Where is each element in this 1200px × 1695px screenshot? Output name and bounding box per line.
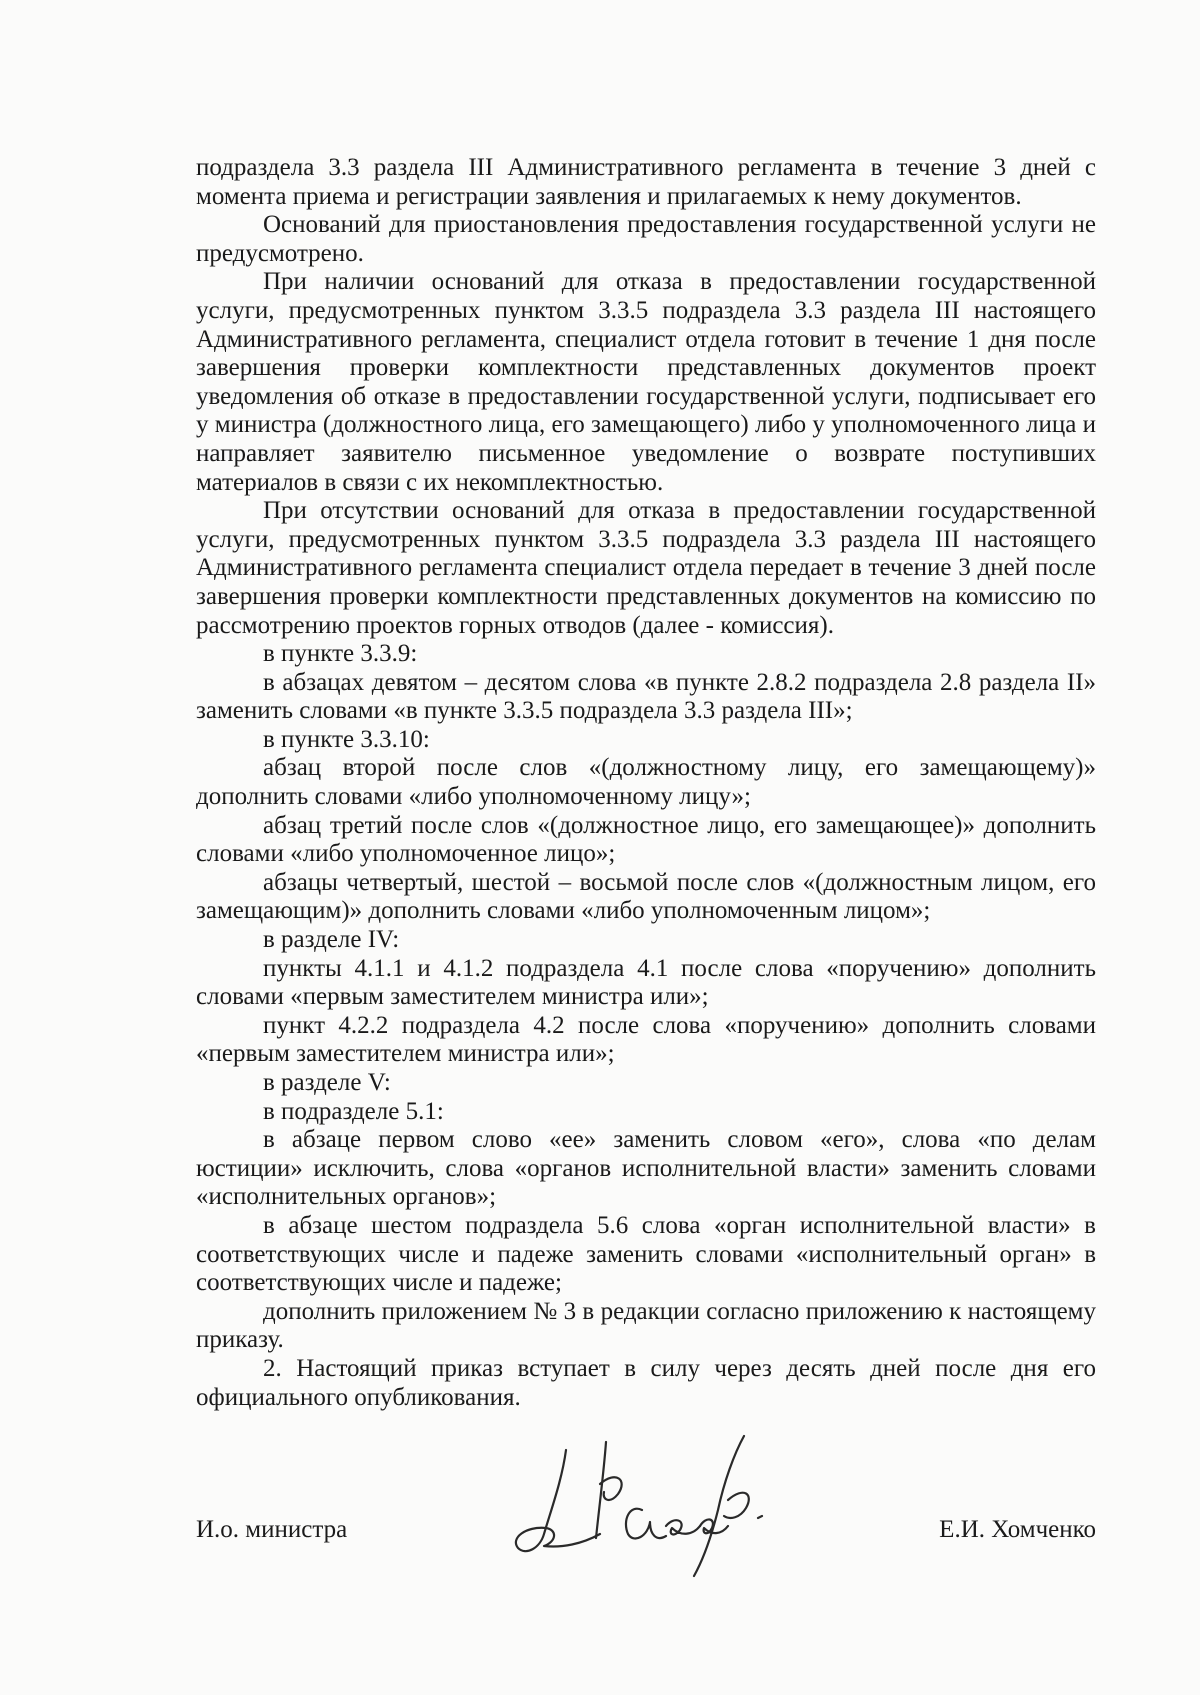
- paragraph: абзац второй после слов «(должностному лицу, его замещающему)» дополнить словами «либо уполномоченному лицу»;: [196, 754, 1096, 811]
- paragraph: в разделе IV:: [263, 926, 400, 954]
- paragraph: При отсутствии оснований для отказа в предоставлении государственной услуги, предусмотренных пунктом 3.3.5 подраздела 3.3 раздела III настоящего Административного регламента специалист отдела передает в течение 3 дней после завершения проверки комплектности представленных документов на комиссию по рассмотрению проектов горных отводов (далее - комиссия).: [196, 497, 1096, 639]
- paragraph: При наличии оснований для отказа в предоставлении государственной услуги, предусмотренных пунктом 3.3.5 подраздела 3.3 раздела III настоящего Административного регламента, специалист отдела готовит в течение 1 дня после завершения проверки комплектности представленных документов проект уведомления об отказе в предоставлении государственной услуги, подписывает его у министра (должностного лица, его замещающего) либо у уполномоченного лица и направляет заявителю письменное уведомление о возврате поступивших материалов в связи с их некомплектностью.: [196, 268, 1096, 496]
- document-body: [196, 154, 1096, 1412]
- paragraph: абзацы четвертый, шестой – восьмой после слов «(должностным лицом, его замещающим)» дополнить словами «либо уполномоченным лицом»;: [196, 868, 1096, 925]
- paragraph: Оснований для приостановления предоставления государственной услуги не предусмотрено.: [196, 211, 1096, 267]
- paragraph: пункт 4.2.2 подраздела 4.2 после слова «поручению» дополнить словами «первым заместителем министра или»;: [196, 1011, 1096, 1068]
- paragraph: дополнить приложением № 3 в редакции согласно приложению к настоящему приказу.: [196, 1297, 1096, 1354]
- paragraph: абзац третий после слов «(должностное лицо, его замещающее)» дополнить словами «либо уполномоченное лицо»;: [196, 811, 1096, 868]
- paragraph: в пункте 3.3.10:: [263, 725, 430, 753]
- paragraph: в пункте 3.3.9:: [263, 640, 418, 668]
- paragraph: в абзаце шестом подраздела 5.6 слова «орган исполнительной власти» в соответствующих числе и падеже заменить словами «исполнительный орган» в соответствующих числе и падеже;: [196, 1211, 1096, 1297]
- paragraph: пункты 4.1.1 и 4.1.2 подраздела 4.1 после слова «поручению» дополнить словами «первым заместителем министра или»;: [196, 954, 1096, 1011]
- paragraph: в абзаце первом слово «ее» заменить словом «его», слова «по делам юстиции» исключить, слова «органов исполнительной власти» заменить словами «исполнительных органов»;: [196, 1126, 1096, 1211]
- paragraph: подраздела 3.3 раздела III Административного регламента в течение 3 дней с момента приема и регистрации заявления и прилагаемых к нему документов.: [196, 154, 1096, 210]
- signatory-title: И.о. министра: [196, 1516, 348, 1543]
- signature-block: [196, 1490, 1096, 1580]
- paragraph: в абзацах девятом – десятом слова «в пункте 2.8.2 подраздела 2.8 раздела II» заменить словами «в пункте 3.3.5 подраздела 3.3 раздела III»;: [196, 668, 1096, 725]
- signatory-name: Е.И. Хомченко: [939, 1516, 1096, 1543]
- paragraph: в подразделе 5.1:: [263, 1097, 444, 1125]
- paragraph: 2. Настоящий приказ вступает в силу через десять дней после дня его официального опубликования.: [196, 1354, 1096, 1411]
- handwritten-signature: [496, 1430, 786, 1580]
- paragraph: в разделе V:: [263, 1069, 391, 1096]
